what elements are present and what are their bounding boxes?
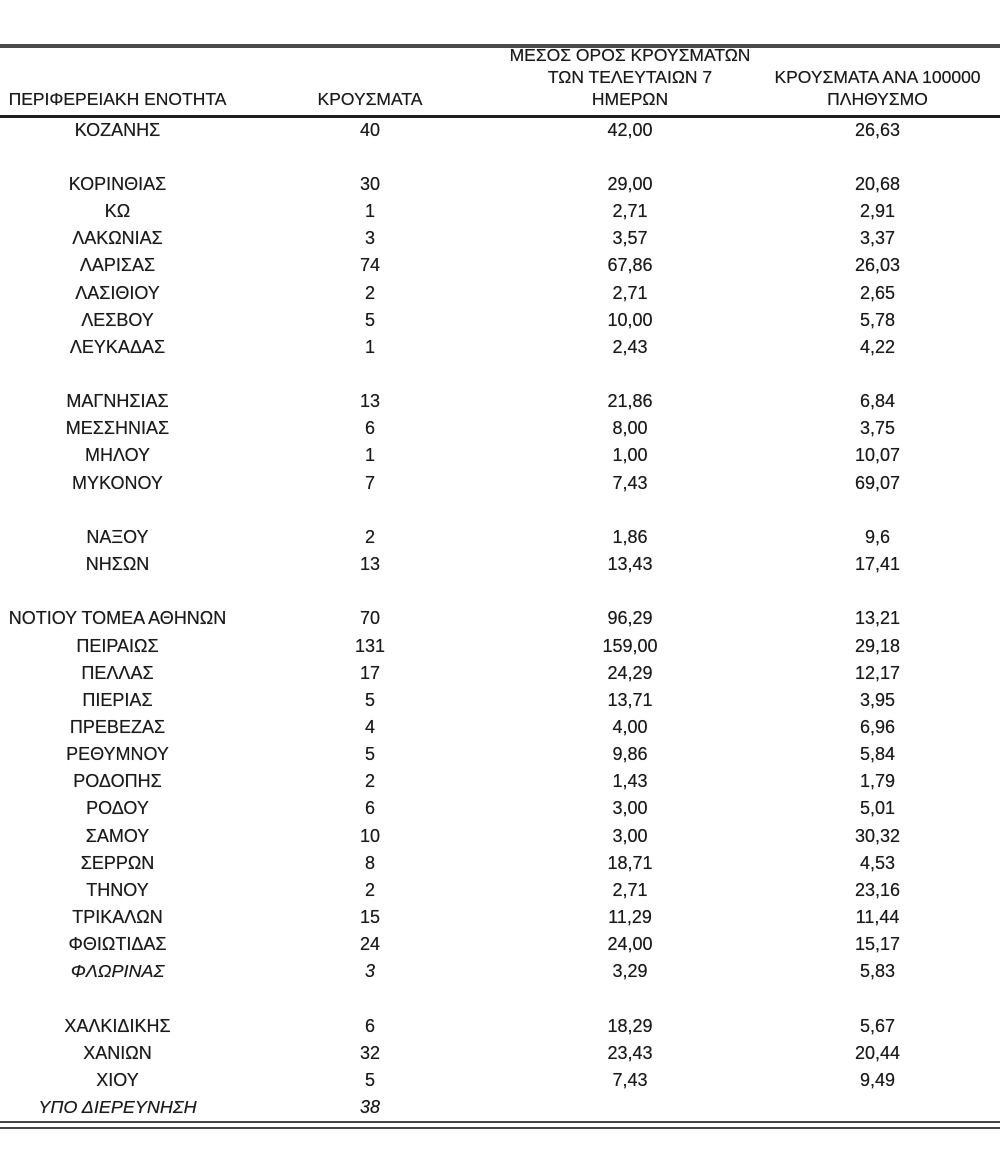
- col-header-per100k-line2: ΠΛΗΘΥΣΜΟ: [827, 89, 928, 109]
- per100k-cell: 5,83: [859, 961, 896, 982]
- avg7-cell: 1,00: [612, 445, 648, 466]
- avg7-cell: 13,43: [607, 554, 653, 575]
- spacer-row: [0, 497, 1000, 524]
- region-cell: ΡΟΔΟΠΗΣ: [73, 771, 162, 792]
- avg7-cell: 23,43: [607, 1042, 653, 1063]
- col-header-avg7-line1: ΜΕΣΟΣ ΟΡΟΣ ΚΡΟΥΣΜΑΤΩΝ: [509, 45, 751, 65]
- col-header-region: [0, 24, 235, 117]
- cases-cell: 4: [364, 717, 375, 738]
- avg7-cell: 2,43: [612, 336, 648, 357]
- per100k-cell: 4,22: [859, 336, 896, 357]
- cases-cell: 17: [359, 662, 381, 683]
- cases-cell: 2: [364, 282, 375, 303]
- per100k-cell: 12,17: [854, 662, 901, 683]
- region-cell: ΧΑΝΙΩΝ: [83, 1042, 152, 1063]
- per100k-cell: 3,95: [859, 689, 896, 710]
- per100k-cell: 13,21: [854, 608, 901, 629]
- per100k-cell: 26,63: [854, 120, 901, 141]
- region-cell: ΜΑΓΝΗΣΙΑΣ: [66, 391, 169, 412]
- region-cell: ΡΕΘΥΜΝΟΥ: [66, 744, 169, 765]
- table-row: [0, 904, 1000, 931]
- table-row: [0, 117, 1000, 144]
- spacer-cell: [0, 497, 1000, 524]
- per100k-cell: 69,07: [854, 472, 901, 493]
- cases-cell: 2: [364, 771, 375, 792]
- region-cell: ΣΑΜΟΥ: [85, 825, 150, 846]
- col-header-region-label: ΠΕΡΙΦΕΡΕΙΑΚΗ ΕΝΟΤΗΤΑ: [8, 89, 227, 109]
- per100k-cell: 6,84: [859, 391, 896, 412]
- bottom-double-rule: [0, 1121, 1000, 1129]
- avg7-cell: 2,71: [612, 201, 648, 222]
- avg7-cell: 24,00: [607, 934, 653, 955]
- table-row: [0, 442, 1000, 469]
- spacer-cell: [0, 986, 1000, 1013]
- per100k-cell: 3,37: [859, 228, 896, 249]
- col-header-avg7-line2: ΤΩΝ ΤΕΛΕΥΤΑΙΩΝ 7: [547, 67, 713, 87]
- cases-cell: 7: [364, 472, 375, 493]
- region-cell: ΣΕΡΡΩΝ: [80, 852, 155, 873]
- avg7-cell: 2,71: [612, 879, 648, 900]
- avg7-cell: 11,29: [608, 907, 652, 928]
- region-cell: ΧΑΛΚΙΔΙΚΗΣ: [64, 1015, 171, 1036]
- regional-cases-table: [0, 24, 1000, 1121]
- spacer-cell: [0, 361, 1000, 388]
- per100k-cell: 1,79: [859, 771, 896, 792]
- per100k-cell: 5,78: [859, 309, 896, 330]
- table-row: [0, 931, 1000, 958]
- cases-cell: 131: [354, 635, 386, 656]
- table-row: [0, 823, 1000, 850]
- region-cell: ΛΕΥΚΑΔΑΣ: [69, 336, 166, 357]
- table-row: [0, 768, 1000, 795]
- region-cell: ΜΥΚΟΝΟΥ: [72, 472, 163, 493]
- avg7-cell: 1,86: [612, 526, 648, 547]
- spacer-cell: [0, 578, 1000, 605]
- avg7-cell: 18,29: [607, 1015, 653, 1036]
- avg7-cell: 3,57: [612, 228, 648, 249]
- per100k-cell: 23,16: [854, 879, 901, 900]
- per100k-cell: 15,17: [854, 934, 901, 955]
- cases-cell: 5: [364, 309, 375, 330]
- per100k-cell: 2,65: [859, 282, 896, 303]
- table-row: [0, 687, 1000, 714]
- avg7-cell: 24,29: [607, 662, 653, 683]
- cases-cell: 15: [359, 907, 381, 928]
- avg7-cell: 29,00: [607, 173, 653, 194]
- table-row: [0, 1067, 1000, 1094]
- avg7-cell: 159,00: [602, 635, 658, 656]
- table-row: [0, 470, 1000, 497]
- avg7-cell: 10,00: [607, 309, 653, 330]
- table-row: [0, 415, 1000, 442]
- avg7-cell: 7,43: [612, 472, 648, 493]
- region-cell: ΡΟΔΟΥ: [86, 798, 149, 819]
- region-cell: ΤΡΙΚΑΛΩΝ: [72, 907, 163, 928]
- avg7-cell: 8,00: [612, 418, 648, 439]
- region-cell: ΝΗΣΩΝ: [85, 554, 150, 575]
- table-row: [0, 1040, 1000, 1067]
- cases-cell: 13: [359, 554, 381, 575]
- region-cell: ΠΕΙΡΑΙΩΣ: [76, 635, 159, 656]
- region-cell: ΛΑΡΙΣΑΣ: [79, 255, 156, 276]
- region-cell: ΚΟΖΑΝΗΣ: [74, 120, 161, 141]
- region-cell: ΜΗΛΟΥ: [84, 445, 151, 466]
- avg7-cell: 67,86: [607, 255, 653, 276]
- avg7-cell: 7,43: [612, 1070, 648, 1091]
- region-cell: ΠΡΕΒΕΖΑΣ: [69, 717, 166, 738]
- avg7-cell: 3,00: [612, 825, 648, 846]
- table-row: [0, 551, 1000, 578]
- cases-cell: 5: [364, 689, 375, 710]
- avg7-cell: 3,00: [612, 798, 648, 819]
- table-row: [0, 524, 1000, 551]
- per100k-cell: 6,96: [859, 717, 896, 738]
- cases-cell: 5: [364, 1070, 375, 1091]
- col-header-per100k-line1: ΚΡΟΥΣΜΑΤΑ ΑΝΑ 100000: [774, 67, 981, 87]
- col-header-avg7: [505, 24, 755, 117]
- region-cell: ΦΛΩΡΙΝΑΣ: [70, 961, 165, 982]
- table-row: [0, 1013, 1000, 1040]
- cases-cell: 38: [359, 1097, 381, 1118]
- per100k-cell: 30,32: [854, 825, 901, 846]
- spacer-row: [0, 578, 1000, 605]
- table-row: [0, 714, 1000, 741]
- avg7-cell: 13,71: [607, 689, 653, 710]
- avg7-cell: [505, 1094, 755, 1121]
- cases-cell: 3: [364, 228, 375, 249]
- cases-cell: 70: [359, 608, 381, 629]
- table-row: [0, 225, 1000, 252]
- cases-cell: 13: [359, 391, 381, 412]
- cases-cell: 30: [359, 173, 381, 194]
- region-cell: ΛΕΣΒΟΥ: [81, 309, 154, 330]
- cases-cell: 6: [364, 418, 375, 439]
- cases-cell: 3: [364, 961, 375, 982]
- table-row: [0, 795, 1000, 822]
- per100k-cell: 5,84: [859, 744, 896, 765]
- avg7-cell: 42,00: [607, 120, 653, 141]
- per100k-cell: 26,03: [854, 255, 901, 276]
- region-cell: ΠΕΛΛΑΣ: [81, 662, 154, 683]
- cases-cell: 2: [364, 879, 375, 900]
- header-row: [0, 24, 1000, 117]
- avg7-cell: 4,00: [612, 717, 648, 738]
- cases-cell: 1: [364, 445, 375, 466]
- region-cell: ΚΟΡΙΝΘΙΑΣ: [68, 173, 167, 194]
- cases-cell: 24: [359, 934, 381, 955]
- table-row: [0, 334, 1000, 361]
- col-header-cases: [235, 24, 505, 117]
- per100k-cell: 29,18: [854, 635, 901, 656]
- table-row: [0, 877, 1000, 904]
- avg7-cell: 9,86: [612, 744, 648, 765]
- table-row: [0, 632, 1000, 659]
- table-row: [0, 850, 1000, 877]
- per100k-cell: 17,41: [854, 554, 901, 575]
- region-cell: ΝΟΤΙΟΥ ΤΟΜΕΑ ΑΘΗΝΩΝ: [8, 608, 227, 629]
- cases-cell: 1: [364, 336, 375, 357]
- region-cell: ΤΗΝΟΥ: [86, 879, 149, 900]
- region-cell: ΝΑΞΟΥ: [86, 526, 149, 547]
- col-header-avg7-line3: ΗΜΕΡΩΝ: [591, 89, 669, 109]
- per100k-cell: 3,75: [859, 418, 896, 439]
- per100k-cell: [755, 1094, 1000, 1121]
- spacer-cell: [0, 144, 1000, 171]
- cases-cell: 1: [364, 201, 375, 222]
- region-cell: ΦΘΙΩΤΙΔΑΣ: [68, 934, 167, 955]
- avg7-cell: 21,86: [607, 391, 653, 412]
- spacer-row: [0, 361, 1000, 388]
- region-cell: ΛΑΚΩΝΙΑΣ: [72, 228, 163, 249]
- region-cell: ΛΑΣΙΘΙΟΥ: [75, 282, 160, 303]
- table-row: [0, 171, 1000, 198]
- per100k-cell: 5,01: [859, 798, 896, 819]
- cases-cell: 6: [364, 1015, 375, 1036]
- avg7-cell: 18,71: [607, 852, 653, 873]
- cases-cell: 2: [364, 526, 375, 547]
- cases-cell: 5: [364, 744, 375, 765]
- region-cell: ΧΙΟΥ: [96, 1070, 139, 1091]
- cases-cell: 32: [359, 1042, 381, 1063]
- avg7-cell: 2,71: [612, 282, 648, 303]
- col-header-cases-label: ΚΡΟΥΣΜΑΤΑ: [317, 89, 423, 109]
- table-row: [0, 388, 1000, 415]
- per100k-cell: 20,68: [854, 173, 901, 194]
- region-cell: ΜΕΣΣΗΝΙΑΣ: [65, 418, 170, 439]
- table-row: [0, 660, 1000, 687]
- per100k-cell: 9,6: [864, 526, 891, 547]
- spacer-row: [0, 986, 1000, 1013]
- per100k-cell: 5,67: [859, 1015, 896, 1036]
- per100k-cell: 2,91: [859, 201, 896, 222]
- region-cell: ΥΠΟ ΔΙΕΡΕΥΝΗΣΗ: [38, 1097, 197, 1118]
- table-row: [0, 279, 1000, 306]
- table-row: [0, 198, 1000, 225]
- cases-cell: 40: [359, 120, 381, 141]
- avg7-cell: 1,43: [612, 771, 648, 792]
- per100k-cell: 10,07: [854, 445, 901, 466]
- table-row: [0, 307, 1000, 334]
- cases-cell: 74: [359, 255, 381, 276]
- report-page: [0, 24, 1000, 1159]
- region-cell: ΚΩ: [104, 201, 131, 222]
- col-header-per100k: [755, 24, 1000, 117]
- spacer-row: [0, 144, 1000, 171]
- cases-cell: 10: [359, 825, 381, 846]
- per100k-cell: 4,53: [859, 852, 896, 873]
- table-row: [0, 605, 1000, 632]
- region-cell: ΠΙΕΡΙΑΣ: [82, 689, 153, 710]
- cases-cell: 6: [364, 798, 375, 819]
- avg7-cell: 96,29: [607, 608, 653, 629]
- per100k-cell: 20,44: [854, 1042, 901, 1063]
- table-row: [0, 1094, 1000, 1121]
- cases-cell: 8: [364, 852, 375, 873]
- table-row: [0, 958, 1000, 985]
- avg7-cell: 3,29: [612, 961, 648, 982]
- per100k-cell: 9,49: [859, 1070, 896, 1091]
- table-row: [0, 252, 1000, 279]
- per100k-cell: 11,44: [855, 907, 900, 928]
- table-row: [0, 741, 1000, 768]
